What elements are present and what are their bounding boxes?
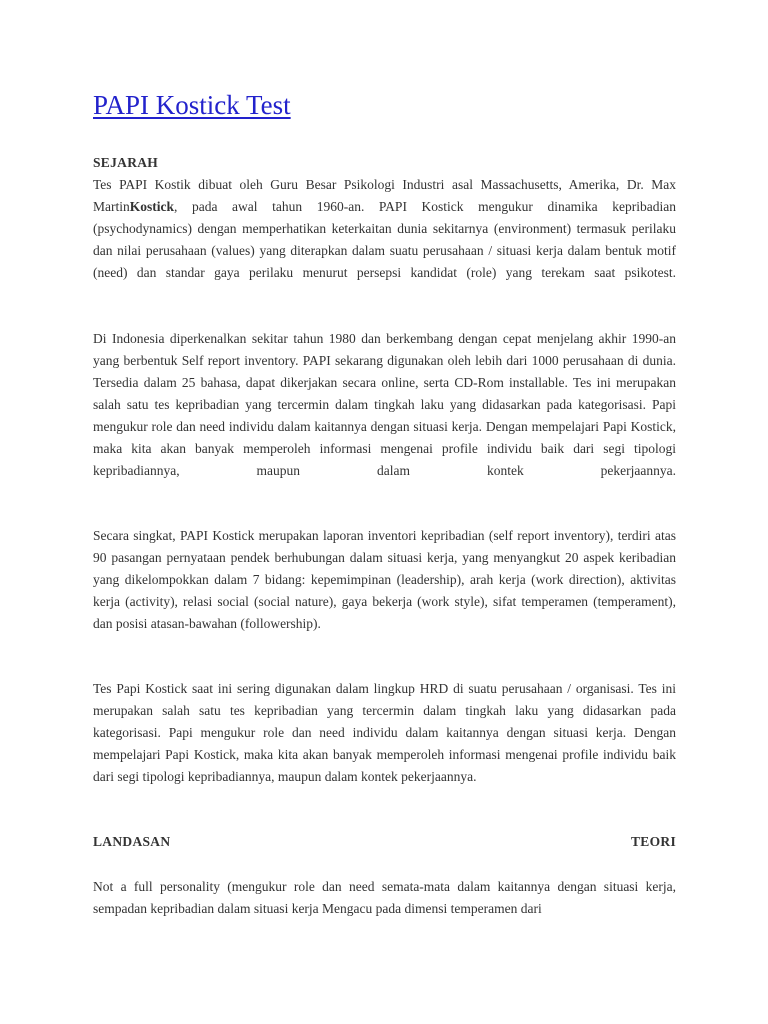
heading-teori: TEORI: [630, 834, 676, 849]
paragraph-sejarah: [93, 174, 676, 284]
paragraph-hrd: Tes Papi Kostick saat ini sering digunakan dalam lingkup HRD di suatu perusahaan / organisasi. Tes ini merupakan salah satu tes kepribadian yang tercermin dalam tingkah laku yang didasarkan pada kategorisasi. Papi mengukur role dan need individu dalam kaitannya dengan situasi kerja. Dengan mempelajari Papi Kostick, maka kita akan banyak memperoleh informasi mengenai profile individu baik dari segi tipologi kepribadiannya, maupun dalam kontek pekerjaannya.: [93, 681, 676, 784]
paragraph-sejarah-bold: Kostick: [129, 199, 175, 214]
paragraph-sejarah-text-b: , pada awal tahun 1960-an. PAPI Kostick mengukur dinamika kepribadian (psychodynamics) dengan memperhatikan keterkaitan dunia sekitarnya (environment) termasuk perilaku dan nilai perusahaan (values) yang diterapkan dalam suatu perusahaan / situasi kerja dalam bentuk motif (need) dan standar gaya perilaku menurut persepsi kandidat (role) yang terekam saat psikotest.: [93, 199, 676, 280]
page-title-link[interactable]: PAPI Kostick Test: [93, 90, 291, 120]
heading-landasan: LANDASAN: [93, 834, 171, 849]
section-heading-sejarah: SEJARAH: [93, 155, 159, 170]
paragraph-indonesia: Di Indonesia diperkenalkan sekitar tahun 1980 dan berkembang dengan cepat menjelang akhir 1990-an yang berbentuk Self report inventory. PAPI sekarang digunakan oleh lebih dari 1000 perusahaan di dunia. Tersedia dalam 25 bahasa, dapat dikerjakan secara online, serta CD-Rom installable. Tes ini merupakan salah satu tes kepribadian yang tercermin dalam tingkah laku yang didasarkan pada kategorisasi. Papi mengukur role dan need individu dalam kaitannya dengan situasi kerja. Dengan mempelajari Papi Kostick, maka kita akan banyak memperoleh informasi mengenai profile individu baik dari segi tipologi kepribadiannya, maupun dalam kontek pekerjaannya.: [93, 331, 676, 478]
paragraph-singkat: Secara singkat, PAPI Kostick merupakan laporan inventori kepribadian (self report inventory), terdiri atas 90 pasangan pernyataan pendek berhubungan dalam situasi kerja, yang menyangkut 20 aspek keribadian yang dikelompokkan dalam 7 bidang: kepemimpinan (leadership), arah kerja (work direction), aktivitas kerja (activity), relasi social (social nature), gaya bekerja (work style), sifat temperamen (temperament), dan posisi atasan-bawahan (followership).: [93, 528, 676, 631]
paragraph-not-full-personality: Not a full personality (mengukur role dan need semata-mata dalam kaitannya dengan situasi kerja, sempadan kepribadian dalam situasi kerja Mengacu pada dimensi temperamen dari: [93, 879, 676, 916]
paragraph-sejarah-text-a: Tes PAPI Kostik dibuat oleh Guru Besar Psikologi Industri asal Massachusetts, Amerika, Dr. Max Martin: [93, 177, 676, 214]
section-heading-landasan-teori: [93, 831, 676, 853]
